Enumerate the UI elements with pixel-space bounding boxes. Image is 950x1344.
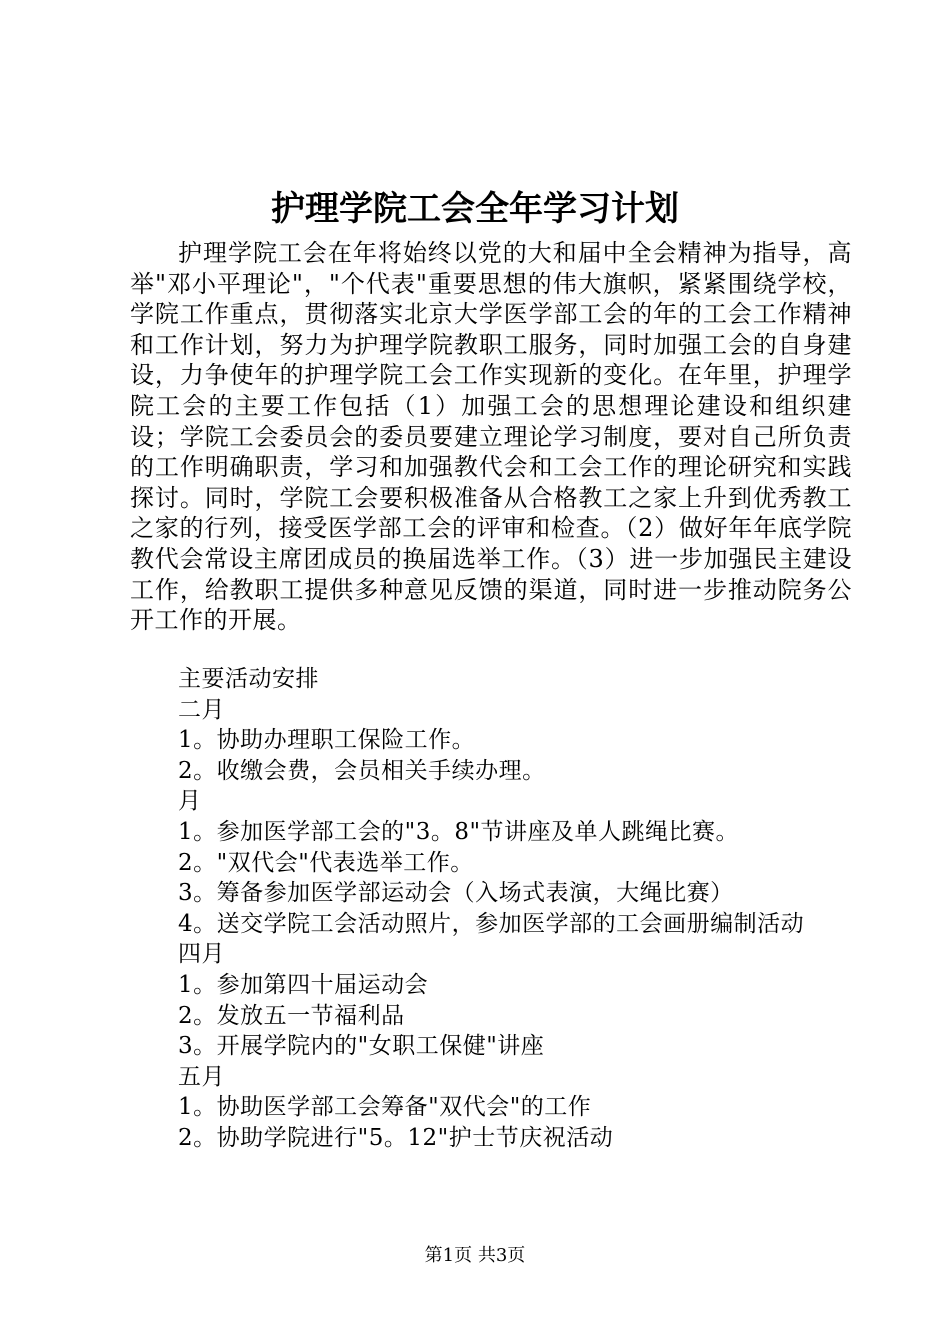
list-line: 五月 (178, 1063, 225, 1090)
list-line: 2。收缴会费，会员相关手续办理。 (178, 757, 546, 784)
intro-paragraph: 护理学院工会在年将始终以党的大和届中全会精神为指导，高举"邓小平理论"，"个代表"重要思想的伟大旗帜，紧紧围绕学校，学院工作重点，贯彻落实北京大学医学部工会的年的工会工作精神和工作计划，努力为护理学院教职工服务，同时加强工会的自身建设，力争使年的护理学院工会工作实现新的变化。在年里，护理学院工会的主要工作包括（1）加强工会的思想理论建设和组织建设；学院工会委员会的委员要建立理论学习制度，要对自己所负责的工作明确职责，学习和加强教代会和工会工作的理论研究和实践探讨。同时，学院工会要积极准备从合格教工之家上升到优秀教工之家的行列，接受医学部工会的评审和检查。（2）做好年年底学院教代会常设主席团成员的换届选举工作。（3）进一步加强民主建设工作，给教职工提供多种意见反馈的渠道，同时进一步推动院务公开工作的开展。 (130, 239, 852, 635)
document-title: 护理学院工会全年学习计划 (271, 189, 679, 229)
list-line: 3。开展学院内的"女职工保健"讲座 (178, 1033, 545, 1060)
activity-list (130, 664, 852, 1154)
list-line: 1。参加第四十届运动会 (178, 971, 429, 998)
list-line: 1。协助医学部工会筹备"双代会"的工作 (178, 1094, 592, 1121)
list-line: 2。"双代会"代表选举工作。 (178, 849, 474, 876)
list-line: 1。参加医学部工会的"3。8"节讲座及单人跳绳比赛。 (178, 818, 740, 845)
list-line: 四月 (178, 941, 225, 968)
list-line: 3。筹备参加医学部运动会（入场式表演，大绳比赛） (178, 880, 734, 907)
list-line: 2。发放五一节福利品 (178, 1002, 405, 1029)
list-line: 主要活动安排 (178, 666, 319, 692)
list-line: 二月 (178, 696, 225, 723)
list-line: 2。协助学院进行"5。12"护士节庆祝活动 (178, 1124, 614, 1151)
list-line: 月 (178, 788, 202, 815)
list-line: 4。送交学院工会活动照片，参加医学部的工会画册编制活动 (178, 910, 805, 937)
page-footer: 第1页 共3页 (424, 1245, 526, 1266)
list-line: 1。协助办理职工保险工作。 (178, 727, 476, 754)
